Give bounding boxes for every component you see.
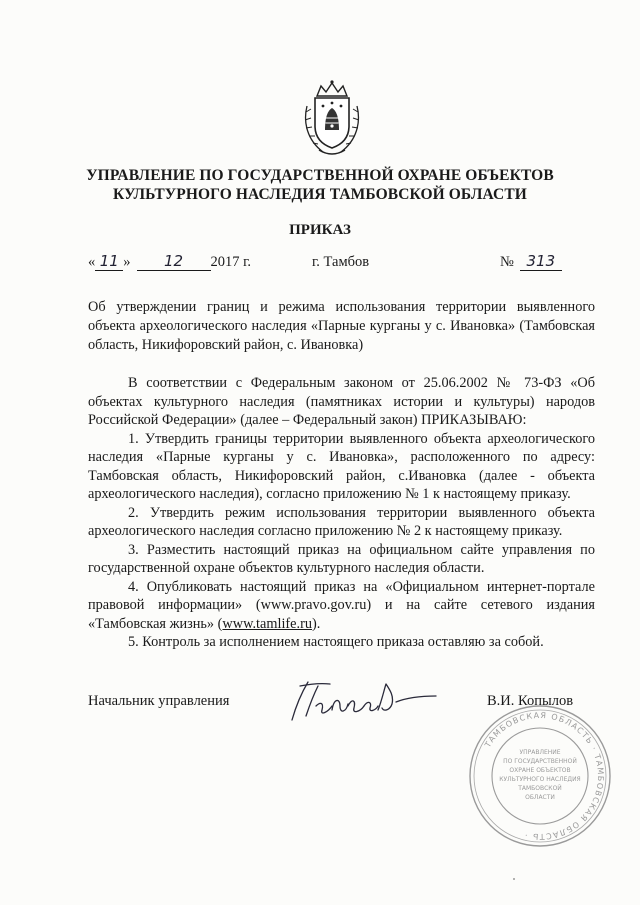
order-item-2: 2. Утвердить режим использования территории выявленного объекта археологического наследия согласно приложению № 2 к настоящему приказу. (88, 504, 595, 539)
handwritten-signature (286, 676, 446, 724)
svg-text:ТАМБОВСКОЙ: ТАМБОВСКОЙ (518, 785, 562, 792)
order-item-4-tail: ). (312, 615, 321, 632)
order-item-1: 1. Утвердить границы территории выявленного объекта археологического наследия «Парные курганы у с. Ивановка», расположенного по адресу: Тамбовская область, Никифоровский район, с.Ивановка (далее - объекта археологического наследия), согласно приложению № 1 к настоящему приказу. (88, 430, 595, 502)
signatory-name: В.И. Копылов (487, 693, 574, 709)
order-number-label: № (500, 254, 514, 270)
document-type: ПРИКАЗ (289, 222, 351, 238)
order-preamble: В соответствии с Федеральным законом от 25.06.2002 № 73-ФЗ «Об объектах культурного наследия (памятниках истории и культуры) народов Российской Федерации» (далее – Федеральный закон) ПРИКАЗЫВАЮ: (88, 375, 595, 428)
date-open-quote: « (88, 254, 96, 270)
organization-name-line2: КУЛЬТУРНОГО НАСЛЕДИЯ ТАМБОВСКОЙ ОБЛАСТИ (113, 186, 527, 203)
order-number-value: 313 (520, 252, 562, 271)
svg-text:ПО ГОСУДАРСТВЕННОЙ: ПО ГОСУДАРСТВЕННОЙ (503, 758, 577, 765)
svg-text:ОБЛАСТИ: ОБЛАСТИ (525, 794, 555, 801)
svg-text:УПРАВЛЕНИЕ: УПРАВЛЕНИЕ (519, 749, 561, 756)
order-subject: Об утверждении границ и режима использования территории выявленного объекта археологического наследия «Парные курганы у с. Ивановка» (Тамбовская область, Никифоровский район, с. Ивановка) (88, 299, 595, 353)
tamlife-link[interactable]: www.tamlife.ru (222, 615, 313, 632)
order-city: г. Тамбов (312, 254, 370, 270)
organization-name-line1: УПРАВЛЕНИЕ ПО ГОСУДАРСТВЕННОЙ ОХРАНЕ ОБЪЕКТОВ (86, 167, 554, 184)
order-number (500, 252, 562, 272)
date-day: 11 (95, 252, 123, 271)
official-stamp (466, 702, 614, 850)
date-close-quote: » (123, 254, 131, 270)
order-item-3: 3. Разместить настоящий приказ на официальном сайте управления по государственной охране объектов культурного наследия области. (88, 541, 595, 576)
scan-speck (513, 878, 515, 880)
order-item-5: 5. Контроль за исполнением настоящего приказа оставляю за собой. (128, 634, 544, 650)
svg-text:ОХРАНЕ ОБЪЕКТОВ: ОХРАНЕ ОБЪЕКТОВ (509, 767, 571, 774)
order-body (88, 374, 595, 652)
date-month: 12 (137, 252, 211, 271)
order-item-4-text: 4. Опубликовать настоящий приказ на «Официальном интернет-портале правовой информации» (www.pravo.gov.ru) и на сайте сетевого издания «Тамбовская жизнь» ( (88, 578, 595, 632)
svg-text:КУЛЬТУРНОГО НАСЛЕДИЯ: КУЛЬТУРНОГО НАСЛЕДИЯ (499, 776, 581, 783)
date-year: 2017 г. (210, 254, 252, 270)
svg-text:ТАМБОВСКАЯ ОБЛАСТЬ · ТАМБОВСКА: ТАМБОВСКАЯ ОБЛАСТЬ · ТАМБОВСКАЯ ОБЛАСТЬ · (483, 710, 606, 842)
order-item-4 (88, 578, 595, 634)
signatory-position: Начальник управления (88, 693, 230, 709)
order-date (88, 252, 251, 272)
coat-of-arms-emblem (301, 78, 363, 158)
organization-name (60, 166, 580, 204)
